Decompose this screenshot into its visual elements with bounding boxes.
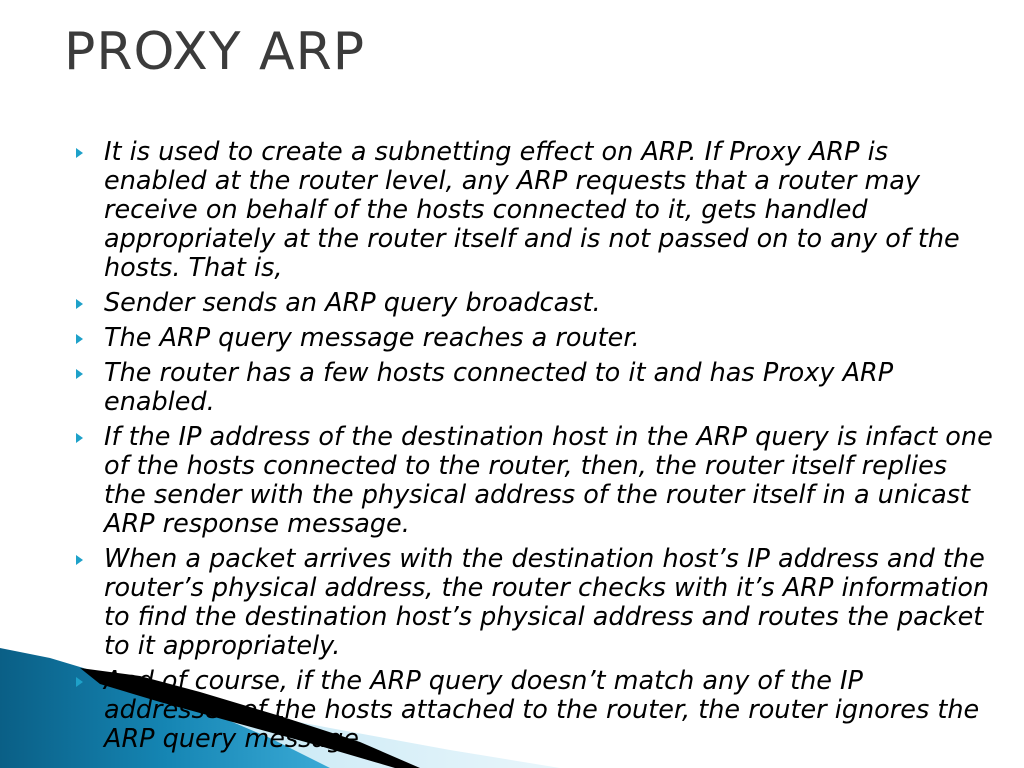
triangle-right-icon (76, 369, 83, 379)
bullet-text: It is used to create a subnetting effect on ARP. If Proxy ARP is enabled at the router level, any ARP requests that a router may receive on behalf of the hosts connected to it, gets handled appropriately at the router itself and is not passed on to any of the hosts. That is, (104, 137, 960, 283)
bullet-item-6 (76, 545, 996, 661)
bullet-item-7 (76, 667, 996, 754)
bullet-text: The router has a few hosts connected to it and has Proxy ARP enabled. (104, 358, 894, 417)
slide-title: PROXY ARP (64, 22, 366, 82)
triangle-right-icon (76, 555, 83, 565)
bullet-item-4 (76, 359, 996, 417)
bullet-item-3 (76, 324, 996, 353)
bullet-item-1 (76, 138, 996, 283)
bullet-text: When a packet arrives with the destination host’s IP address and the router’s physical address, the router checks with it’s ARP information to find the destination host’s physical address and routes the packet to it appropriately. (104, 544, 990, 661)
bullet-text: Sender sends an ARP query broadcast. (104, 288, 601, 318)
bullet-text: The ARP query message reaches a router. (104, 323, 640, 353)
triangle-right-icon (76, 677, 83, 687)
triangle-right-icon (76, 299, 83, 309)
triangle-right-icon (76, 334, 83, 344)
bullet-item-5 (76, 423, 996, 539)
bullet-text: If the IP address of the destination host in the ARP query is infact one of the hosts connected to the router, then, the router itself replies the sender with the physical address of the router itself in a unicast ARP response message. (104, 422, 993, 539)
bullet-item-2 (76, 289, 996, 318)
bullet-list (76, 138, 996, 760)
triangle-right-icon (76, 433, 83, 443)
bullet-text: And of course, if the ARP query doesn’t match any of the IP addresses of the hosts attached to the router, the router ignores the ARP query message. (104, 666, 980, 754)
triangle-right-icon (76, 148, 83, 158)
